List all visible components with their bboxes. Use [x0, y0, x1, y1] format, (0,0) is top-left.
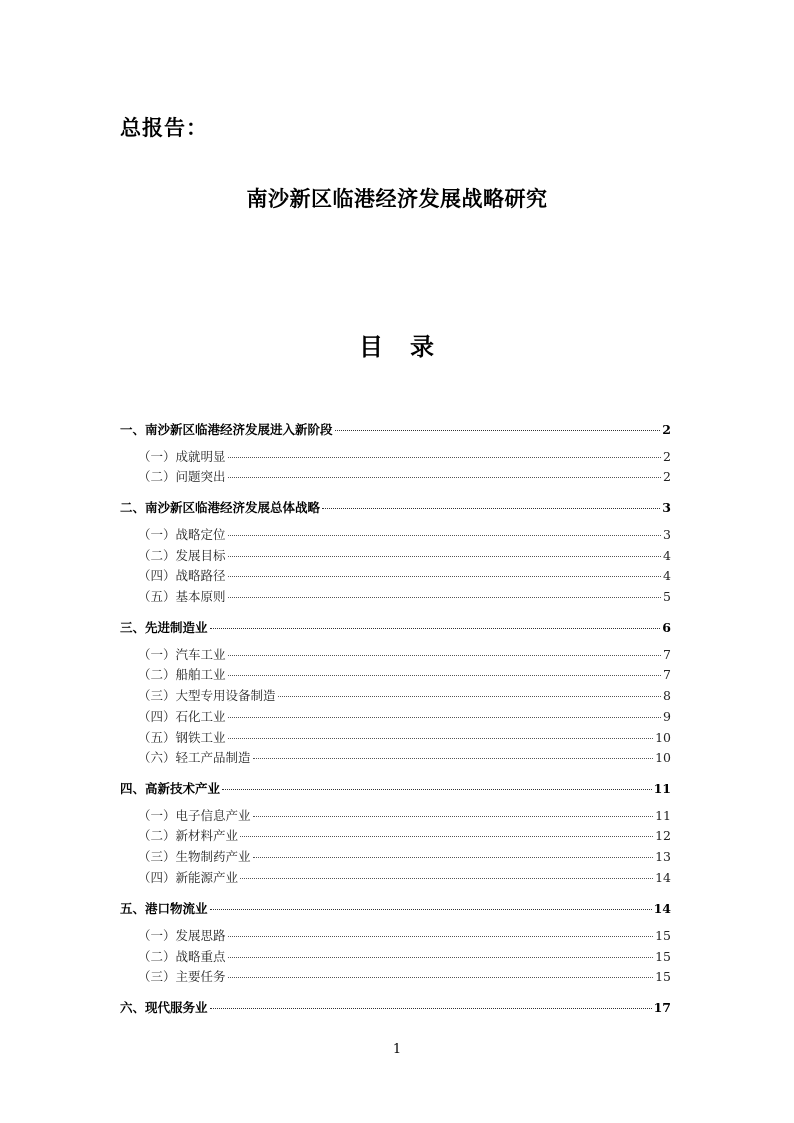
toc-entry-page: 10: [655, 750, 671, 765]
toc-entry-page: 4: [663, 548, 671, 563]
toc-entry-page: 14: [653, 901, 671, 916]
toc-entry-title: （四）石化工业: [138, 709, 226, 724]
toc-dot-leader: [335, 430, 661, 431]
toc-dot-leader: [228, 597, 662, 598]
toc-section-entry[interactable]: [138, 826, 671, 846]
toc-entry-title: （三）主要任务: [138, 969, 226, 984]
toc-dot-leader: [210, 909, 652, 910]
toc-dot-leader: [240, 836, 653, 837]
toc-entry-page: 10: [655, 730, 671, 745]
toc-entry-page: 2: [663, 469, 671, 484]
toc-chapter-entry[interactable]: [120, 618, 671, 638]
toc-entry-title: （一）成就明显: [138, 449, 226, 464]
toc-dot-leader: [210, 1008, 652, 1009]
toc-entry-title: 三、先进制造业: [120, 620, 208, 635]
toc-entry-page: 15: [655, 928, 671, 943]
toc-section-entry[interactable]: [138, 947, 671, 967]
toc-section-entry[interactable]: [138, 686, 671, 706]
toc-entry-page: 15: [655, 969, 671, 984]
toc-entry-page: 7: [663, 667, 671, 682]
toc-entry-page: 7: [663, 647, 671, 662]
toc-dot-leader: [228, 977, 654, 978]
toc-dot-leader: [228, 717, 662, 718]
toc-dot-leader: [240, 878, 653, 879]
report-title: 南沙新区临港经济发展战略研究: [246, 187, 548, 211]
toc-entry-page: 3: [663, 527, 671, 542]
toc-entry-page: 14: [655, 870, 671, 885]
toc-entry-title: 四、高新技术产业: [120, 781, 221, 796]
toc-entry-title: 一、南沙新区临港经济发展进入新阶段: [120, 422, 333, 437]
toc-section-entry[interactable]: [138, 525, 671, 545]
toc-entry-title: （二）新材料产业: [138, 828, 239, 843]
toc-entry-page: 2: [663, 449, 671, 464]
toc-dot-leader: [228, 576, 662, 577]
toc-entry-title: （一）电子信息产业: [138, 808, 251, 823]
toc-heading-char-2: 录: [410, 333, 435, 361]
toc-entry-title: （五）钢铁工业: [138, 730, 226, 745]
toc-dot-leader: [228, 936, 654, 937]
toc-dot-leader: [228, 556, 662, 557]
toc-entry-page: 15: [655, 949, 671, 964]
toc-section-entry[interactable]: [138, 806, 671, 826]
toc-entry-page: 2: [662, 422, 671, 437]
toc-section-entry[interactable]: [138, 707, 671, 727]
toc-entry-title: （一）战略定位: [138, 527, 226, 542]
toc-entry-title: （二）发展目标: [138, 548, 226, 563]
toc-entry-page: 11: [655, 808, 671, 823]
toc-chapter-entry[interactable]: [120, 498, 671, 518]
toc-chapter-entry[interactable]: [120, 420, 671, 440]
toc-chapter-entry[interactable]: [120, 779, 671, 799]
toc-dot-leader: [228, 675, 662, 676]
toc-chapter-entry[interactable]: [120, 998, 671, 1018]
toc-dot-leader: [228, 957, 654, 958]
toc-dot-leader: [228, 655, 662, 656]
toc-entry-title: （五）基本原则: [138, 589, 226, 604]
page-number: 1: [392, 1042, 402, 1057]
toc-entry-title: 六、现代服务业: [120, 1000, 208, 1015]
toc-dot-leader: [222, 789, 652, 790]
toc-section-entry[interactable]: [138, 728, 671, 748]
toc-dot-leader: [322, 508, 660, 509]
toc-entry-page: 5: [663, 589, 671, 604]
toc-section-entry[interactable]: [138, 587, 671, 607]
toc-entry-page: 11: [653, 781, 671, 796]
toc-dot-leader: [253, 758, 654, 759]
toc-section-entry[interactable]: [138, 847, 671, 867]
toc-dot-leader: [228, 738, 654, 739]
toc-section-entry[interactable]: [138, 868, 671, 888]
toc-section-entry[interactable]: [138, 645, 671, 665]
toc-entry-title: （四）新能源产业: [138, 870, 239, 885]
toc-entry-page: 3: [662, 500, 671, 515]
toc-entry-page: 6: [662, 620, 671, 635]
toc-entry-title: （四）战略路径: [138, 568, 226, 583]
toc-section-entry[interactable]: [138, 665, 671, 685]
toc-entry-page: 8: [663, 688, 671, 703]
toc-entry-title: （二）船舶工业: [138, 667, 226, 682]
toc-section-entry[interactable]: [138, 467, 671, 487]
toc-entry-page: 4: [663, 568, 671, 583]
toc-entry-page: 12: [655, 828, 671, 843]
toc-heading-char-1: 目: [359, 333, 384, 361]
toc-entry-title: 二、南沙新区临港经济发展总体战略: [120, 500, 321, 515]
toc-entry-title: （一）汽车工业: [138, 647, 226, 662]
toc-entry-page: 13: [655, 849, 671, 864]
toc-entry-title: （三）大型专用设备制造: [138, 688, 276, 703]
toc-dot-leader: [278, 696, 662, 697]
toc-section-entry[interactable]: [138, 967, 671, 987]
toc-section-entry[interactable]: [138, 447, 671, 467]
toc-dot-leader: [228, 535, 662, 536]
toc-section-entry[interactable]: [138, 748, 671, 768]
toc-entry-title: （二）战略重点: [138, 949, 226, 964]
toc-section-entry[interactable]: [138, 566, 671, 586]
toc-entry-title: （一）发展思路: [138, 928, 226, 943]
toc-dot-leader: [210, 628, 661, 629]
toc-dot-leader: [228, 457, 662, 458]
toc-heading: [0, 327, 794, 362]
toc-entry-page: 9: [663, 709, 671, 724]
toc-chapter-entry[interactable]: [120, 899, 671, 919]
toc-section-entry[interactable]: [138, 926, 671, 946]
toc-section-entry[interactable]: [138, 546, 671, 566]
toc-dot-leader: [228, 477, 662, 478]
toc-entry-title: 五、港口物流业: [120, 901, 208, 916]
report-label: 总报告：: [120, 116, 208, 140]
toc-entry-page: 17: [653, 1000, 671, 1015]
toc-entry-title: （三）生物制药产业: [138, 849, 251, 864]
toc-entry-title: （六）轻工产品制造: [138, 750, 251, 765]
toc-dot-leader: [253, 816, 654, 817]
toc-entry-title: （二）问题突出: [138, 469, 226, 484]
toc-dot-leader: [253, 857, 654, 858]
